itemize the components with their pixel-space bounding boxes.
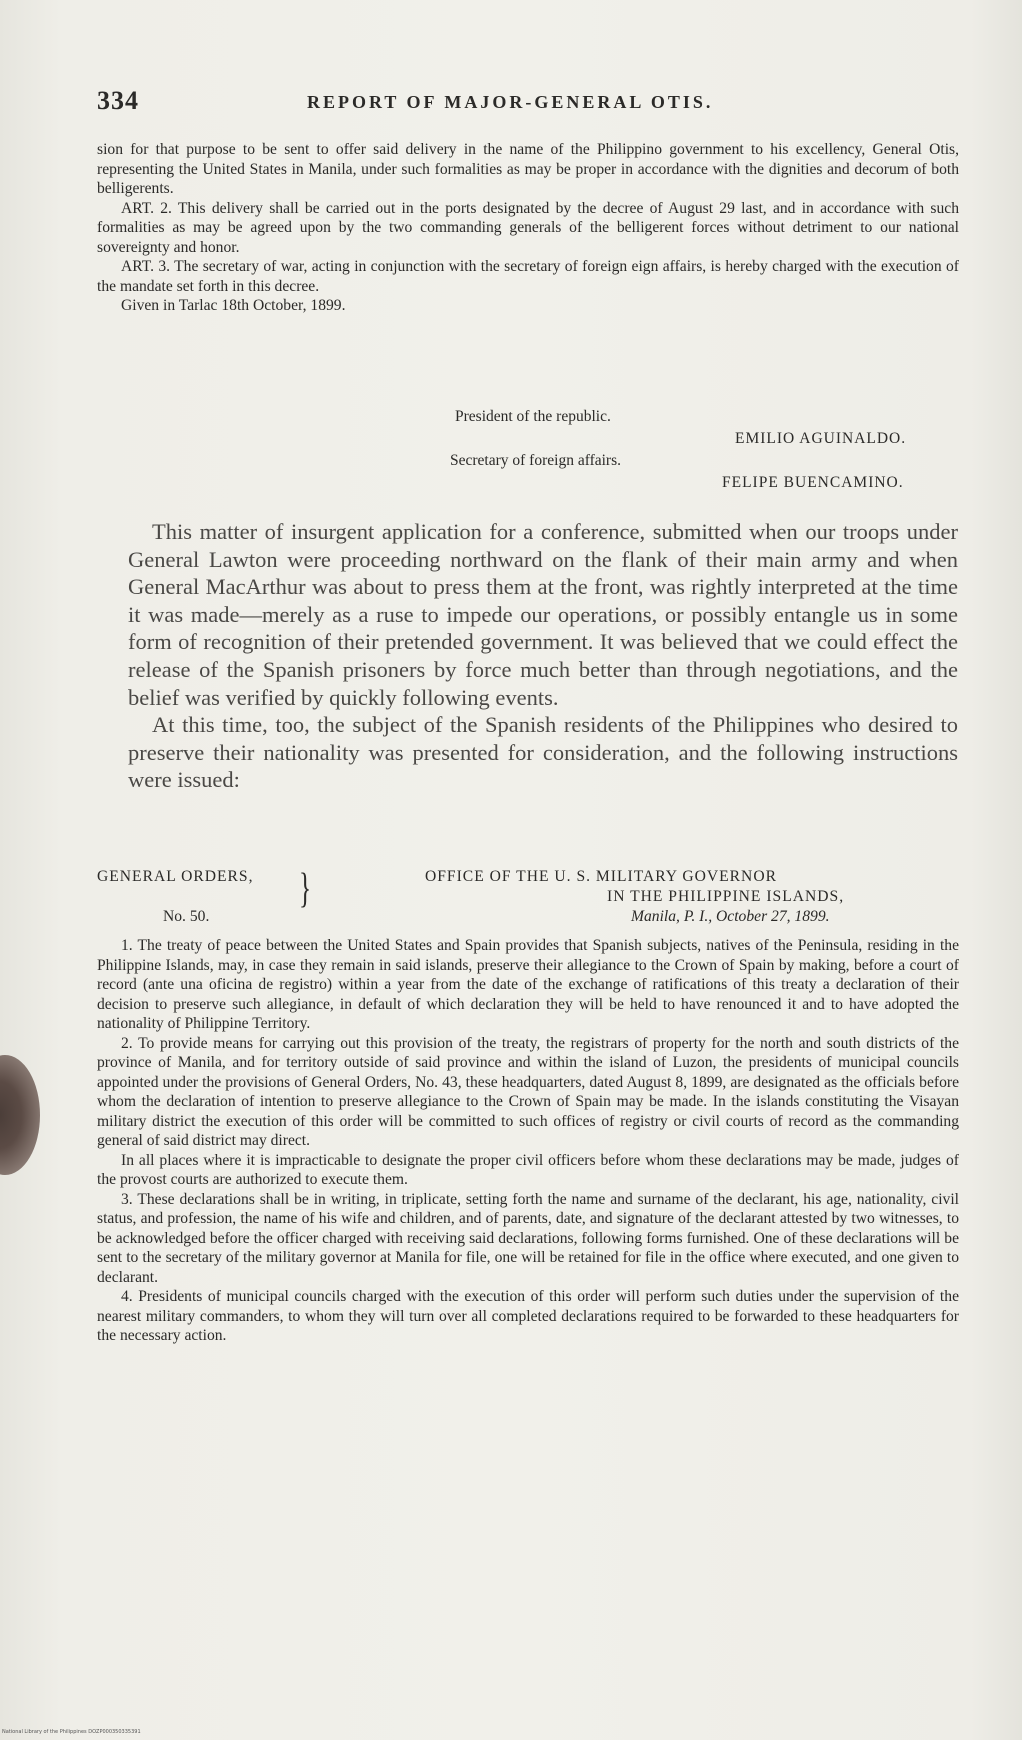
general-order-heading: [97, 868, 959, 930]
narrative-text: [128, 518, 958, 794]
signature-name-aguinaldo: EMILIO AGUINALDO.: [735, 430, 907, 447]
signature-title-secretary: Secretary of foreign affairs.: [450, 452, 621, 469]
order-paragraph-4: 4. Presidents of municipal councils charged with the execution of this order will perform such duties under the supervision of the nearest military commanders, to whom they will turn over all completed declarations required to be forwarded to these headquarters for the necessary action.: [97, 1288, 959, 1344]
order-paragraph-1: 1. The treaty of peace between the United States and Spain provides that Spanish subjects, natives of the Peninsula, residing in the Philippine Islands, may, in case they remain in said islands, preserve their allegiance to the Crown of Spain by making, before a court of record (ante una oficina de registro) within a year from the date of the exchange of ratifications of this treaty a declaration of their decision to preserve such allegiance, in default of which declaration they will be held to have renounced it and to have adopted the nationality of Philippine Territory.: [97, 937, 959, 1032]
narrative-paragraph-1: This matter of insurgent application for a conference, submitted when our troops under General Lawton were proceeding northward on the flank of their main army and when General MacArthur was about to press them at the front, was rightly interpreted at the time it was made—merely as a ruse to impede our operations, or possibly entangle us in some form of recognition of their pretended government. It was believed that we could effect the release of the Spanish prisoners by force much better than through negotiations, and the belief was verified by quickly following events.: [128, 519, 958, 710]
decree-continuation: sion for that purpose to be sent to offer said delivery in the name of the Philippino government to his excellency, General Otis, representing the United States in Manila, under such formalities as may be proper in accordance with the dignities and decorum of both belligerents.: [97, 141, 959, 197]
thumb-shadow: [0, 1055, 40, 1175]
decree-text: [97, 140, 959, 316]
decree-article-3: ART. 3. The secretary of war, acting in conjunction with the secretary of foreign eign affairs, is hereby charged with the execution of the mandate set forth in this decree.: [97, 258, 959, 295]
order-label: GENERAL ORDERS,: [97, 868, 254, 885]
office-line-2: IN THE PHILIPPINE ISLANDS,: [607, 888, 845, 905]
order-paragraph-2: 2. To provide means for carrying out this provision of the treaty, the registrars of property for the north and south districts of the province of Manila, and for territory outside of said province and within the island of Luzon, the presidents of municipal councils appointed under the provisions of General Orders, No. 43, these headquarters, dated August 8, 1899, are designated as the officials before whom the declaration of intention to preserve allegiance to the Crown of Spain may be made. In the islands constituting the Visayan military district the execution of this order will be committed to such offices of registry or civil courts of record as the commanding general of said district may direct.: [97, 1034, 959, 1149]
running-title: REPORT OF MAJOR-GENERAL OTIS.: [307, 92, 714, 112]
page-header: [97, 86, 957, 126]
brace-glyph: }: [299, 866, 312, 912]
order-place-date: Manila, P. I., October 27, 1899.: [631, 908, 830, 925]
order-paragraph-3: 3. These declarations shall be in writing, in triplicate, setting forth the name and surname of the declarant, his age, nationality, civil status, and profession, the name of his wife and children, and of parents, date, and signature of the declarant attested by two witnesses, to be acknowledged before the officer charged with receiving said declarations, following forms furnished. One of these declarations will be sent to the secretary of the military governor at Manila for file, one will be retained for file in the office where executed, and one given to declarant.: [97, 1190, 959, 1286]
signature-name-buencamino: FELIPE BUENCAMINO.: [722, 474, 904, 491]
order-text: [97, 936, 959, 1346]
order-paragraph-2b: In all places where it is impracticable to designate the proper civil officers before whom these declarations may be made, judges of the provost courts are authorized to execute them.: [97, 1151, 959, 1188]
order-number: No. 50.: [163, 908, 210, 925]
page-number: 334: [97, 86, 139, 115]
narrative-paragraph-2: At this time, too, the subject of the Spanish residents of the Philippines who desired to preserve their nationality was presented for consideration, and the following instructions were issued:: [128, 712, 958, 793]
decree-article-2: ART. 2. This delivery shall be carried out in the ports designated by the decree of August 29 last, and in accordance with such formalities as may be agreed upon by the two commanding generals of the belligerent forces without detriment to our national sovereignty and honor.: [97, 199, 959, 256]
office-line-1: OFFICE OF THE U. S. MILITARY GOVERNOR: [425, 868, 777, 885]
scan-footer: National Library of the Philippines DOZP000350335391: [2, 1729, 141, 1735]
decree-given: Given in Tarlac 18th October, 1899.: [121, 297, 346, 314]
signature-title-president: President of the republic.: [455, 408, 611, 425]
